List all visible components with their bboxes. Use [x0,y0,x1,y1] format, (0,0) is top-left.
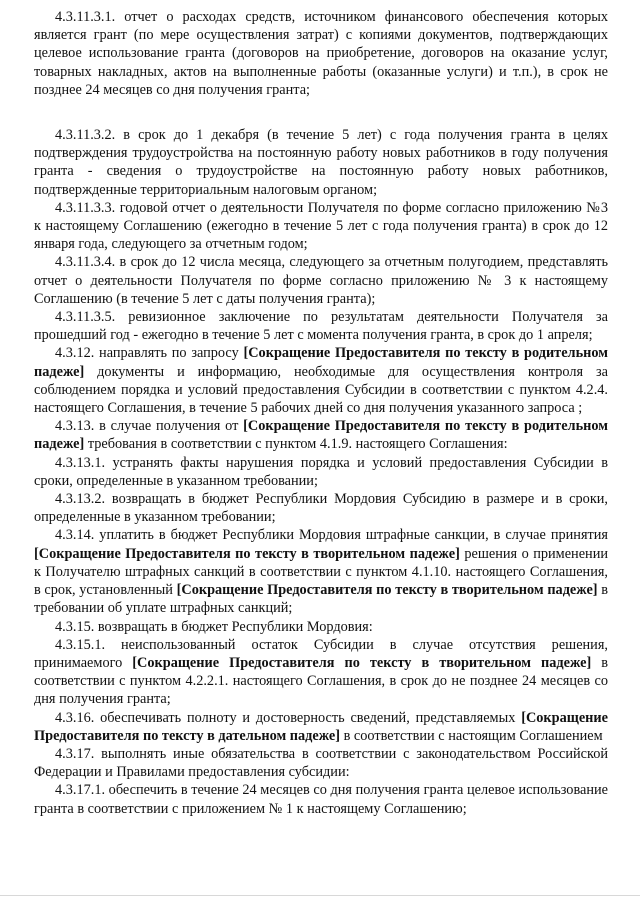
text-run: 4.3.14. уплатить в бюджет Республики Мордовия штрафные санкции, в случае принятия [55,527,608,544]
paragraph-4-3-15 [34,618,608,636]
paragraph-4-3-13-2 [34,490,608,526]
page-bottom-edge [0,895,640,896]
text-run: документы и информацию, необходимые для осуществления контроля за соблюдением порядка и условий предоставления Субсидии в соответствии с пунктом 4.2.4. настоящего Соглашения, в течение 5 рабочих дней со дня получения указанного запроса ; [34,363,608,417]
text-run: 4.3.17.1. обеспечить в течение 24 месяцев со дня получения гранта целевое использование гранта в соответствии с приложением № 1 к настоящему Соглашению; [34,782,608,817]
paragraph-4-3-14 [34,526,608,617]
paragraph-4-3-12 [34,344,608,417]
text-run: 4.3.15. возвращать в бюджет Республики Мордовия: [55,618,373,635]
paragraph-4-3-11-3-3 [34,199,608,254]
text-run: в соответствии с настоящим Соглашением [340,727,603,744]
paragraph-4-3-11-3-1 [34,8,608,99]
document-body [34,8,608,818]
text-run: 4.3.11.3.4. в срок до 12 числа месяца, следующего за отчетным полугодием, представлять отчет о деятельности Получателя по форме согласно приложению № 3 к настоящему Соглашению (в течение 5 лет с даты получения гранта); [34,254,608,307]
text-run: 4.3.12. направлять по запросу [55,345,244,362]
text-run: 4.3.11.3.2. в срок до 1 декабря (в течение 5 лет) с года получения гранта в целях подтверждения трудоустройства на постоянную работу новых работников в году получения гранта - сведения о трудоустройстве на постоянную работу новых работников, подтвержденные территориальным налоговым органом; [34,127,608,198]
paragraph-4-3-11-3-2 [34,126,608,199]
grantor-placeholder: [Сокращение Предоставителя по тексту в творительном падеже] [132,654,592,671]
text-run: решения о применении к Получателю штрафных санкций в соответствии с пунктом 4.1.10. настоящего Соглашения, в срок, установленный [34,545,608,599]
grantor-placeholder: [Сокращение Предоставителя по тексту в родительном падеже] [34,345,608,380]
paragraph-4-3-11-3-5 [34,308,608,344]
text-run: 4.3.11.3.5. ревизионное заключение по результатам деятельности Получателя за прошедший год - ежегодно в течение 5 лет с момента получения гранта, в срок до 1 апреля; [34,309,608,344]
text-run: 4.3.13.1. устранять факты нарушения порядка и условий предоставления Субсидии в сроки, определенные в указанном требовании; [34,454,608,489]
grantor-placeholder: [Сокращение Предоставителя по тексту в дательном падеже] [34,709,608,744]
paragraph-4-3-13-1 [34,454,608,490]
text-run: 4.3.11.3.3. годовой отчет о деятельности Получателя по форме согласно приложению №3 к настоящему Соглашению (ежегодно в течение 5 лет с года получения гранта) в срок до 12 января года, следующего за отчетным годом; [34,199,608,253]
text-run: 4.3.17. выполнять иные обязательства в соответствии с законодательством Российской Федерации и Правилами предоставления субсидии: [34,745,608,781]
paragraph-4-3-17 [34,745,608,781]
grantor-placeholder: [Сокращение Предоставителя по тексту в творительном падеже] [176,582,598,599]
grantor-placeholder: [Сокращение Предоставителя по тексту в родительном падеже] [34,418,608,453]
text-run: в соответствии с пунктом 4.2.2.1. настоящего Соглашения, в срок до не позднее 24 месяцев со дня получения гранта; [34,654,608,708]
text-run: требования в соответствии с пунктом 4.1.9. настоящего Соглашения: [84,436,508,453]
text-run: 4.3.15.1. неиспользованный остаток Субсидии в случае отсутствия решения, принимаемого [34,636,608,671]
paragraph-4-3-17-1 [34,781,608,817]
paragraph-4-3-15-1 [34,636,608,709]
text-run: 4.3.13. в случае получения от [55,418,244,435]
paragraph-4-3-11-3-4 [34,253,608,308]
text-run: в требовании об уплате штрафных санкций; [34,582,609,617]
text-run: 4.3.11.3.1. отчет о расходах средств, источником финансового обеспечения которых является грант (по мере осуществления затрат) с копиями документов, подтверждающих целевое использование гранта (договоров на приобретение, договоров на оказание услуг, товарных накладных, актов на выполненные работы (оказанные услуги) и т.п.), в срок не позднее 24 месяцев со дня получения гранта; [34,9,608,98]
paragraph-4-3-16 [34,709,608,745]
grantor-placeholder: [Сокращение Предоставителя по тексту в творительном падеже] [34,545,460,562]
text-run: 4.3.16. обеспечивать полноту и достоверность сведений, представляемых [55,709,522,726]
text-run: 4.3.13.2. возвращать в бюджет Республики Мордовия Субсидию в размере и в сроки, определенные в указанном требовании; [34,491,608,526]
paragraph-4-3-13 [34,417,608,453]
